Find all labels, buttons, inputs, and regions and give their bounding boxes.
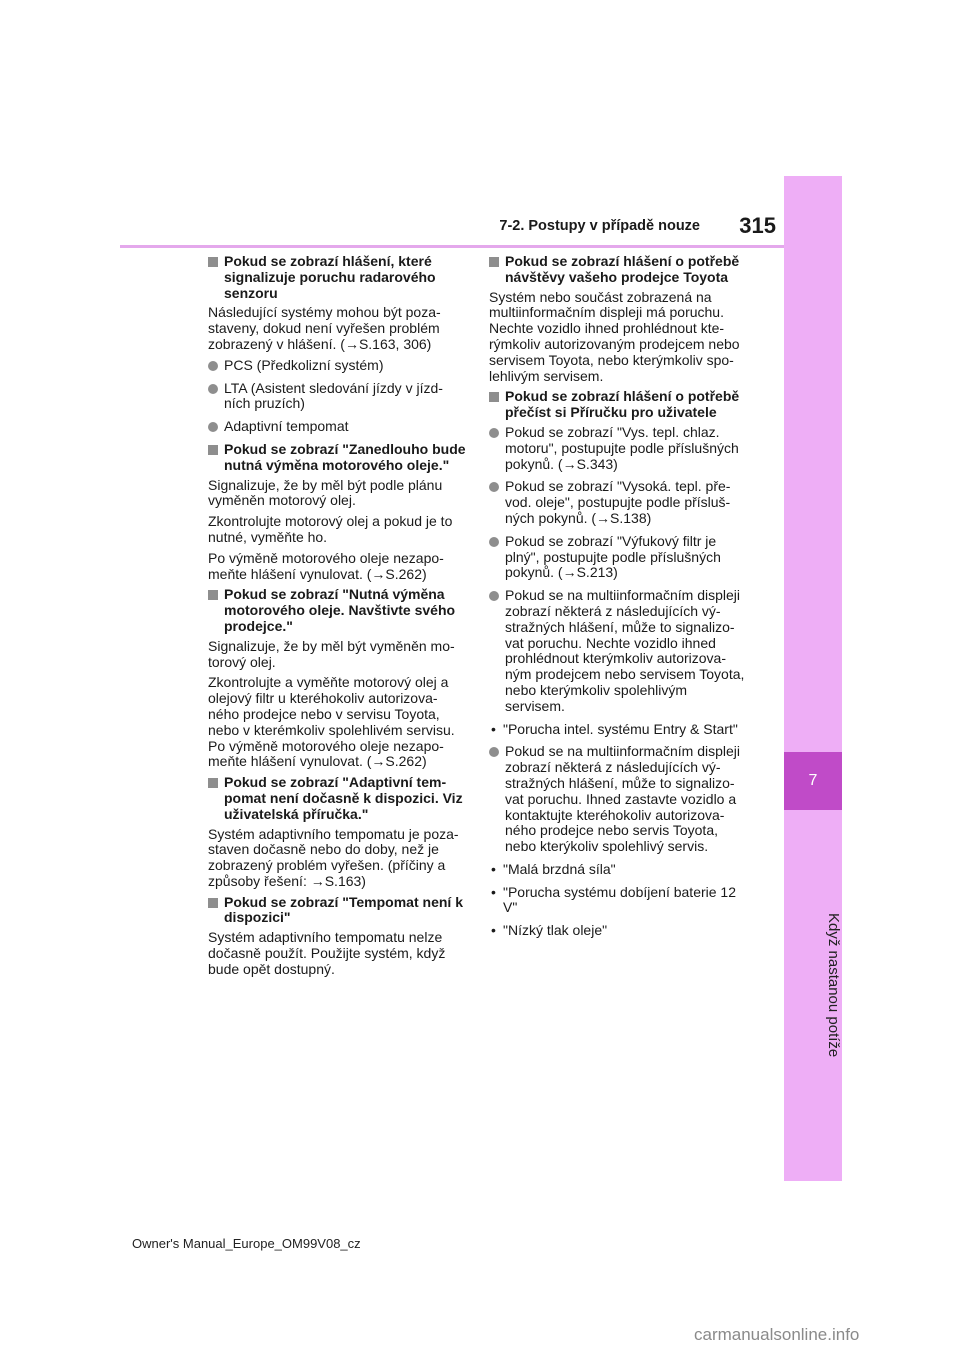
content-text: Signalizuje, že by měl být podle plánu vyměněn motorový olej. (208, 476, 443, 509)
circle-bullet-icon (208, 361, 218, 371)
content-para (208, 675, 466, 770)
content-text: Pokud se zobrazí "Zanedlouho bude nutná výměna motorového oleje." (224, 440, 466, 473)
circle-bullet-icon (489, 428, 499, 438)
circle-bullet-icon (489, 747, 499, 757)
section-title: 7-2. Postupy v případě nouze (499, 218, 700, 234)
content-text: "Porucha intel. systému Entry & Start" (503, 720, 738, 737)
content-para (208, 827, 466, 890)
content-text: Systém nebo součást zobrazená na multiinformačním displeji má poruchu. Nechte vozidlo ihned prohlédnout kte-rýmkoliv autorizovaným prodejcem nebo servisem Toyota, nebo kterýmkoliv spo-lehlivým servisem. (489, 288, 740, 384)
chapter-side-tab (784, 176, 842, 1181)
right-column (489, 254, 747, 946)
content-text: Zkontrolujte a vyměňte motorový olej a olejový filtr u kteréhokoliv autorizova-ného prodejce nebo v servisu Toyota, nebo v kterémkoliv spolehlivém servisu. Po výměně motorového oleje nezapo-meňte hlášení vynulovat. (→S.262) (208, 674, 455, 770)
circle-bullet-icon (489, 537, 499, 547)
content-text: Pokud se zobrazí hlášení o potřebě přečíst si Příručku pro uživatele (505, 388, 740, 421)
chapter-title: Když nastanou potíže (825, 912, 842, 1058)
square-bullet-icon (489, 257, 499, 267)
content-bullet (489, 588, 747, 714)
content-text: Systém adaptivního tempomatu nelze dočasně použít. Použijte systém, když bude opět dostupný. (208, 929, 446, 977)
content-text: Pokud se na multiinformačním displeji zobrazí některá z následujících vý-stražných hlášení, může to signalizo-vat poruchu. Ihned zastavte vozidlo a kontaktujte kteréhokoliv autorizova-ného prodejce nebo servis Toyota, nebo kterýkoliv spolehlivý servis. (505, 743, 740, 855)
circle-bullet-icon (208, 422, 218, 432)
content-heading (489, 389, 747, 421)
content-para (208, 930, 466, 977)
content-text: Pokud se zobrazí "Vys. tepl. chlaz. motoru", postupujte podle příslušných pokynů. (→S.343) (505, 423, 739, 472)
content-text: Pokud se zobrazí hlášení o potřebě návštěvy vašeho prodejce Toyota (505, 253, 740, 285)
content-text: Adaptivní tempomat (224, 418, 349, 435)
content-dash (489, 885, 747, 917)
content-para (489, 290, 747, 385)
square-bullet-icon (208, 898, 218, 908)
content-text: "Malá brzdná síla" (503, 860, 616, 877)
content-text: Pokud se zobrazí "Nutná výměna motorového oleje. Navštivte svého prodejce." (224, 586, 456, 634)
content-bullet (208, 381, 466, 413)
square-bullet-icon (489, 392, 499, 402)
page-number: 315 (739, 213, 776, 238)
content-bullet (489, 425, 747, 472)
content-text: Následující systémy mohou být poza-staveny, dokud není vyřešen problém zobrazený v hlášení. (→S.163, 306) (208, 304, 441, 352)
circle-bullet-icon (208, 384, 218, 394)
content-heading (208, 442, 466, 474)
dash-bullet-icon: • (491, 720, 496, 737)
square-bullet-icon (208, 257, 218, 267)
content-heading (208, 587, 466, 634)
circle-bullet-icon (489, 591, 499, 601)
content-para (208, 514, 466, 546)
content-text: Signalizuje, že by měl být vyměněn mo-torový olej. (208, 637, 455, 670)
dash-bullet-icon: • (491, 883, 496, 900)
content-text: Pokud se zobrazí hlášení, které signalizuje poruchu radarového senzoru (224, 253, 436, 301)
content-text: LTA (Asistent sledování jízdy v jízd-ních pruzích) (224, 379, 443, 412)
content-para (208, 639, 466, 671)
content-text: Pokud se zobrazí "Adaptivní tem-pomat není dočasně k dispozici. Viz uživatelská příručka." (224, 774, 463, 822)
content-text: "Nízký tlak oleje" (503, 922, 608, 939)
content-text: Zkontrolujte motorový olej a pokud je to nutné, vyměňte ho. (208, 513, 453, 545)
square-bullet-icon (208, 778, 218, 788)
chapter-number: 7 (784, 752, 842, 810)
content-dash (489, 722, 747, 738)
content-para (208, 305, 466, 352)
content-text: Po výměně motorového oleje nezapo-meňte hlášení vynulovat. (→S.262) (208, 549, 444, 582)
content-para (208, 478, 466, 510)
content-bullet (208, 358, 466, 374)
content-heading (489, 254, 747, 286)
content-text: Pokud se zobrazí "Výfukový filtr je plný", postupujte podle příslušných pokynů. (→S.213) (505, 532, 721, 581)
content-dash (489, 862, 747, 878)
content-text: Pokud se zobrazí "Tempomat není k dispozici" (224, 893, 463, 926)
footer-manual-id: Owner's Manual_Europe_OM99V08_cz (132, 1236, 361, 1251)
content-text: Pokud se zobrazí "Vysoká. tepl. pře-vod. oleje", postupujte podle přísluš-ných pokynů. (→S.138) (505, 478, 731, 526)
square-bullet-icon (208, 590, 218, 600)
content-text: PCS (Předkolizní systém) (224, 356, 384, 373)
square-bullet-icon (208, 445, 218, 455)
content-bullet (489, 534, 747, 581)
circle-bullet-icon (489, 482, 499, 492)
dash-bullet-icon: • (491, 922, 496, 939)
content-bullet (489, 744, 747, 855)
content-heading (208, 254, 466, 301)
content-para (208, 551, 466, 583)
content-bullet (208, 419, 466, 435)
content-heading (208, 895, 466, 927)
dash-bullet-icon: • (491, 860, 496, 877)
content-text: "Porucha systému dobíjení baterie 12 V" (503, 883, 736, 916)
content-text: Pokud se na multiinformačním displeji zobrazí některá z následujících vý-stražných hlášení, může to signalizo-vat poruchu. Nechte vozidlo ihned prohlédnout kterýmkoliv autorizova-ným prodejcem nebo servisem Toyota, nebo kterýmkoliv spolehlivým servisem. (505, 587, 745, 714)
content-heading (208, 775, 466, 822)
content-dash (489, 923, 747, 939)
content-text: Systém adaptivního tempomatu je poza-staven dočasně nebo do doby, než je zobrazený problém vyřešen. (příčiny a způsoby řešení: →S.163) (208, 825, 459, 889)
header-divider (120, 245, 784, 248)
content-bullet (489, 479, 747, 526)
watermark: carmanualsonline.info (694, 1325, 860, 1344)
left-column (208, 254, 466, 983)
